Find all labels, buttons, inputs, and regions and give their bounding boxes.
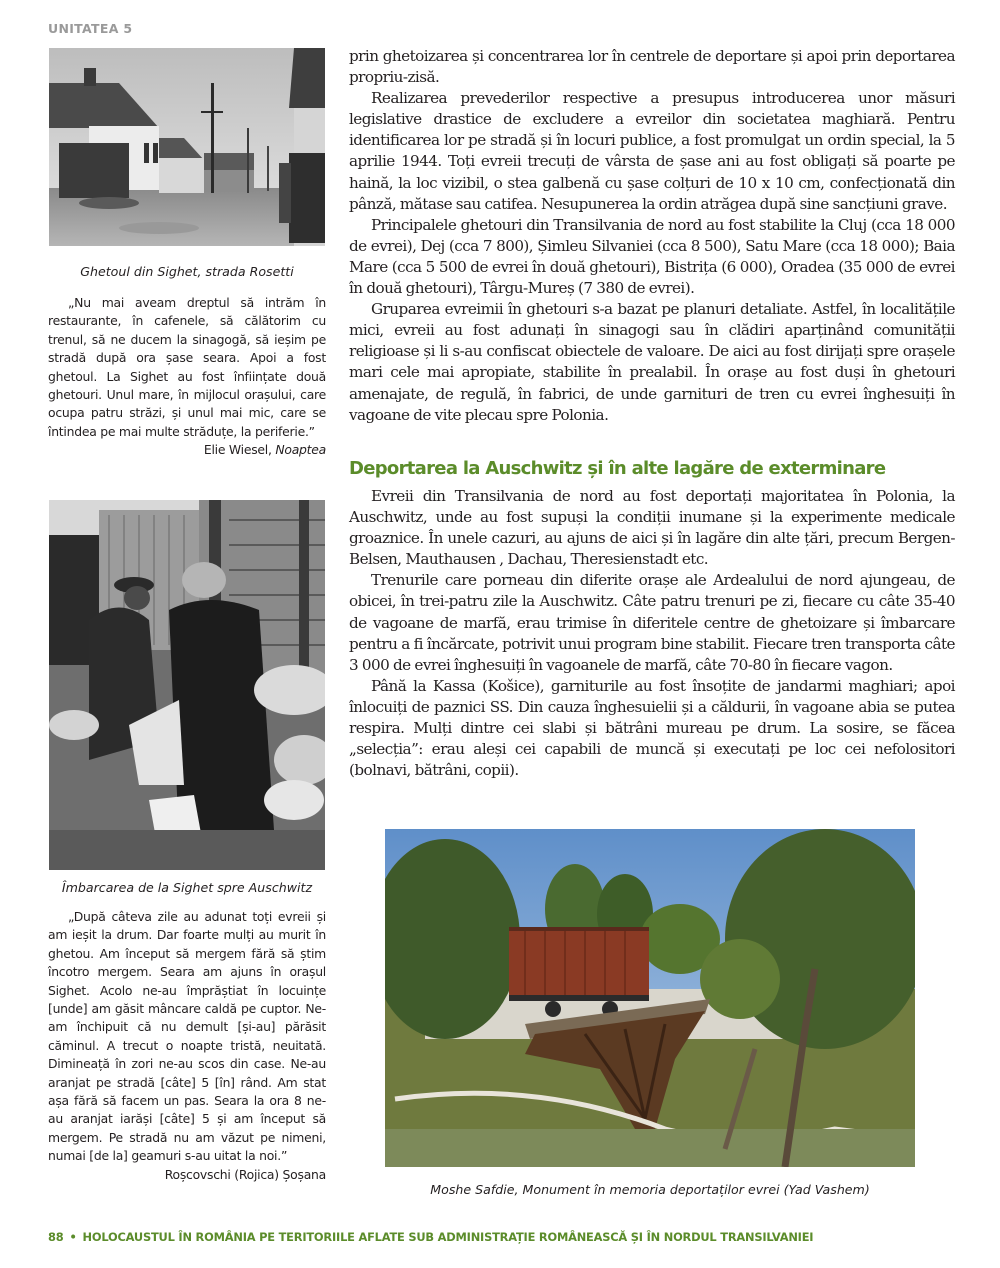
page-footer bbox=[48, 1230, 813, 1244]
photo-caption-monument: Moshe Safdie, Monument în memoria deportaților evrei (Yad Vashem) bbox=[430, 1182, 870, 1197]
paragraph: Principalele ghetouri din Transilvania de nord au fost stabilite la Cluj (cca 18 000 de evrei), Dej (cca 7 800), Șimleu Silvaniei (cca 8 500), Satu Mare (cca 18 000); Baia Mare (cca 5 500 de evrei în două ghetouri), Bistrița (6 000), Oradea (35 000 de evrei în două ghetouri), Târgu-Mureș (7 380 de evrei). bbox=[349, 215, 955, 298]
section-text bbox=[349, 486, 955, 781]
paragraph: Trenurile care porneau din diferite orașe ale Ardealului de nord ajungeau, de obicei, în trei-patru zile la Auschwitz. Câte patru trenuri pe zi, fiecare cu câte 35-40 de vagoane de marfă, erau trimise în diferitele centre de ghetoizare și îmbarcare pentru a fi încărcate, potrivit unui program bine stabilit. Fiecare tren transporta câte 3 000 de evrei înghesuiți în vagoanele de marfă, câte 70-80 în fiecare vagon. bbox=[349, 571, 955, 674]
paragraph: prin ghetoizarea și concentrarea lor în centrele de deportare și apoi prin deportarea propriu-zisă. bbox=[349, 47, 955, 87]
photo-yad-vashem-monument bbox=[385, 829, 915, 1167]
paragraph: Evreii din Transilvania de nord au fost deportați majoritatea în Polonia, la Auschwitz, unde au fost supuși la condiții inumane și la experimente medicale groaznice. În unele cazuri, au ajuns de aici și în lagăre din alte țări, precum Bergen-Belsen, Mauthausen , Dachau, Theresienstadt etc. bbox=[349, 487, 955, 569]
unit-label: UNITATEA 5 bbox=[48, 21, 133, 36]
author-name: Elie Wiesel, bbox=[203, 442, 276, 458]
page-number: 88 bbox=[48, 1230, 64, 1244]
main-text bbox=[349, 46, 955, 426]
quote-text: „Nu mai aveam dreptul să intrăm în restaurante, în cafenele, să călătorim cu trenul, să ne ducem la sinagogă, să ieșim pe stradă după ora șase seara. Apoi a fost ghetoul. La Sighet au fost înființate două ghetouri. Unul mare, în mijlocul orașului, care ocupa patru străzi, și unul mai mic, care se întindea pe mai multe străduțe, la periferie.” bbox=[48, 295, 326, 439]
photo-sighet-ghetto-street bbox=[49, 48, 325, 246]
paragraph: Realizarea prevederilor respective a presupus introducerea unor măsuri legislative drastice de excludere a evreilor din societatea maghiară. Pentru identificarea lor pe stradă și în locuri publice, a fost promulgat un ordin special, la 5 aprilie 1944. Toți evreii trecuți de vârsta de șase ani au fost obligați să poarte pe haină, la loc vizibil, o stea galbenă cu șase colțuri de 10 x 10 cm, confecționată din pânză, mătase sau catifea. Nesupunerea la ordin atrăgea după sine sancțiuni grave. bbox=[349, 89, 955, 213]
book-title: HOLOCAUSTUL ÎN ROMÂNIA PE TERITORIILE AFLATE SUB ADMINISTRAȚIE ROMÂNEASCĂ ȘI ÎN NORDUL TRANSILVANIEI bbox=[82, 1230, 814, 1244]
quote-text: „După câteva zile au adunat toți evreii și am ieșit la drum. Dar foarte mulți au murit în ghetou. Am început să mergem fără să știm încotro mergem. Seara am ajuns în orașul Sighet. Acolo ne-au împrăștiat în locuințe [unde] am găsit mâncare caldă pe cuptor. Ne-am închipuit că nu demult [și-au] părăsit căminul. A trecut o noapte tristă, neuitată. Dimineață în zori ne-au scos din case. Ne-au aranjat pe stradă [câte] 5 [în] rând. Am stat așa fără să facem un pas. Seara la ora 8 ne-au aranjat iarăși [câte] 5 și am început să mergem. Pe stradă nu am văzut pe nimeni, numai [de la] geamuri s-au uitat la noi.” bbox=[48, 909, 326, 1164]
photo-sighet-boarding bbox=[49, 500, 325, 870]
bullet-separator: • bbox=[69, 1230, 77, 1244]
quote-roscovschi bbox=[48, 908, 326, 1184]
section-heading: Deportarea la Auschwitz și în alte lagăre de exterminare bbox=[349, 458, 886, 479]
quote-elie-wiesel bbox=[48, 294, 326, 460]
quote-author: Roșcovschi (Rojica) Șoșana bbox=[164, 1166, 326, 1182]
paragraph: Până la Kassa (Košice), garniturile au fost însoțite de jandarmi maghiari; apoi înlocuiți de paznici SS. Din cauza înghesuielii și a căldurii, în vagoane abia se putea respira. Mulți dintre cei slabi și bătrâni mureau pe drum. La sosire, se făcea „selecția”: erau aleși cei capabili de muncă și executați pe loc cei nefolositori (bolnavi, bătrâni, copii). bbox=[349, 676, 955, 780]
paragraph: Gruparea evreimii în ghetouri s-a bazat pe planuri detaliate. Astfel, în localitățile mici, evreii au fost adunați în sinagogi sau în clădiri aparținând comunității religioase și li s-au confiscat obiectele de valoare. De aici au fost dirijați spre orașele mari cele mai apropiate, stabilite în prealabil. În orașe au fost duși în ghetouri amenajate, de regulă, în fabrici, de unde garnituri de tren cu evrei înghesuiți în vagoane de vite plecau spre Polonia. bbox=[349, 300, 955, 424]
author-work: Noaptea bbox=[275, 442, 326, 458]
quote-author bbox=[48, 441, 326, 459]
photo-caption-ghetto: Ghetoul din Sighet, strada Rosetti bbox=[80, 264, 294, 279]
photo-caption-boarding: Îmbarcarea de la Sighet spre Auschwitz bbox=[61, 880, 313, 895]
